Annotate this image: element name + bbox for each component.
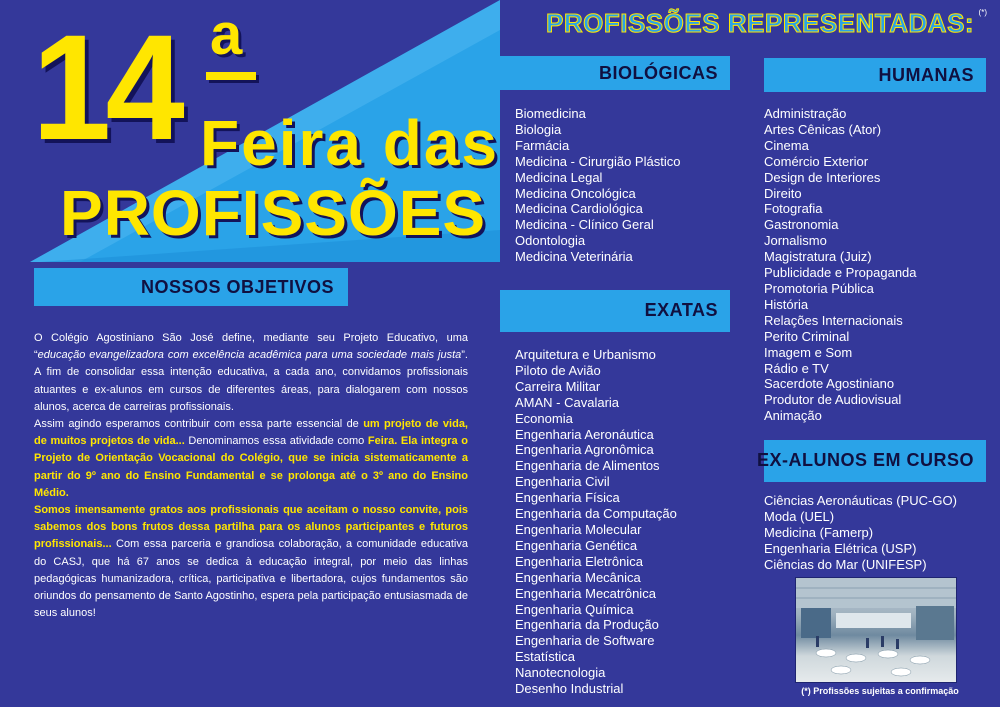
list-item: Engenharia de Software: [515, 633, 655, 649]
text-run-italic: educação evangelizadora com excelência acadêmica para uma sociedade mais justa: [37, 349, 462, 362]
ex-alunos-heading: EX-ALUNOS EM CURSO: [756, 450, 974, 470]
list-item: Engenharia da Produção: [515, 617, 659, 633]
humanas-heading: HUMANAS: [878, 65, 974, 85]
list-item: Engenharia Aeronáutica: [515, 426, 654, 442]
list-item: Engenharia Elétrica (USP): [764, 540, 917, 556]
list-item: Ciências do Mar (UNIFESP): [764, 556, 927, 572]
list-item: Cinema: [764, 137, 809, 153]
list-item: Arquitetura e Urbanismo: [515, 347, 656, 362]
list-item: Engenharia Eletrônica: [515, 553, 643, 569]
list-item: Engenharia Mecânica: [515, 569, 641, 585]
fair-photo-illustration: [796, 578, 956, 682]
text-run-highlight: Somos imensamente gratos aos profissionais que aceitam o nosso convite, pois sabemos dos bons frutos dessa partilha para os alunos participantes e futuros profissionais...: [34, 504, 468, 551]
list-item: Medicina Cardiológica: [515, 201, 643, 217]
list-item: Produtor de Audiovisual: [764, 392, 902, 408]
humanas-list: [764, 106, 917, 424]
list-item: Farmácia: [515, 137, 570, 153]
list-item: Promotoria Pública: [764, 280, 874, 296]
list-item: Medicina Veterinária: [515, 249, 633, 265]
section-header-ex-alunos: [756, 440, 986, 482]
text-run-highlight: um projeto de vida, de muitos projetos de vida...: [34, 418, 468, 448]
list-item: Relações Internacionais: [764, 312, 903, 328]
list-item: Carreira Militar: [515, 378, 601, 394]
objetivos-paragraph-1: [34, 330, 468, 416]
professions-heading-note: (*): [978, 8, 987, 17]
list-item: Comércio Exterior: [764, 153, 869, 169]
list-item: Medicina - Cirurgião Plástico: [515, 153, 681, 169]
list-item: Desenho Industrial: [515, 681, 624, 697]
list-item: Jornalismo: [764, 233, 827, 249]
ordinal-underline: [206, 72, 256, 80]
list-item: Engenharia Genética: [515, 537, 638, 553]
fair-photo: [795, 577, 957, 683]
list-item: Medicina (Famerp): [764, 524, 874, 540]
title-line2: PROFISSÕES: [60, 177, 487, 249]
objetivos-text: [34, 330, 468, 622]
list-item: História: [764, 296, 809, 312]
list-item: Ciências Aeronáuticas (PUC-GO): [764, 493, 957, 508]
list-item: Design de Interiores: [764, 169, 881, 185]
list-item: Medicina Oncológica: [515, 185, 636, 201]
title-ordinal: a: [210, 2, 243, 67]
list-item: Engenharia Mecatrônica: [515, 585, 656, 601]
list-item: Artes Cênicas (Ator): [764, 121, 882, 137]
list-item: Administração: [764, 106, 847, 121]
list-item: Economia: [515, 410, 573, 426]
list-item: Rádio e TV: [764, 360, 829, 376]
text-run: Com essa parceria e grandiosa colaboração, a comunidade educativa do CASJ, que há 67 anos se dedica à educação integral, por meio das linhas pedagógicas humanizadora, crítica, participativa e libertadora, cujos fundamentos são oriundos do pensamento de Santo Agostinho, espera pela participação entusiasmada de seus alunos!: [34, 538, 468, 620]
objetivos-heading: NOSSOS OBJETIVOS: [140, 277, 334, 297]
footnote: (*) Profissões sujeitas a confirmação: [801, 686, 959, 696]
title-line1: Feira das: [200, 107, 500, 179]
list-item: Engenharia da Computação: [515, 506, 677, 522]
title-number: 14: [32, 3, 180, 171]
list-item: Fotografia: [764, 201, 823, 217]
list-item: Engenharia Agronômica: [515, 442, 654, 458]
professions-heading-text: PROFISSÕES REPRESENTADAS:: [546, 8, 975, 38]
list-item: Animação: [764, 408, 822, 424]
list-item: Engenharia Física: [515, 490, 620, 506]
text-run: Assim agindo esperamos contribuir com essa parte essencial de: [34, 418, 364, 431]
list-item: AMAN - Cavalaria: [515, 394, 620, 410]
list-item: Magistratura (Juiz): [764, 249, 872, 265]
list-item: Medicina - Clínico Geral: [515, 217, 654, 233]
list-item: Engenharia de Alimentos: [515, 458, 660, 474]
text-run: Denominamos essa atividade como: [184, 435, 368, 448]
list-item: Nanotecnologia: [515, 665, 606, 681]
list-item: Moda (UEL): [764, 508, 835, 524]
text-run: ”. A fim de consolidar essa intenção educativa, a cada ano, convidamos profissionais atuantes e ex-alunos em cursos de diferentes áreas, para dialogarem com nossos alunos, acerca de carreiras profissionais.: [34, 349, 468, 413]
list-item: Imagem e Som: [764, 344, 853, 360]
list-item: Engenharia Química: [515, 601, 634, 617]
list-item: Perito Criminal: [764, 328, 850, 344]
objetivos-paragraph-2: [34, 416, 468, 502]
biologicas-list: [515, 106, 680, 265]
exatas-heading: EXATAS: [644, 300, 718, 320]
list-item: Piloto de Avião: [515, 362, 601, 378]
list-item: Gastronomia: [764, 217, 839, 233]
list-item: Medicina Legal: [515, 169, 603, 185]
list-item: Engenharia Civil: [515, 474, 610, 490]
list-item: Estatística: [515, 649, 575, 665]
list-item: Publicidade e Propaganda: [764, 265, 917, 281]
text-run: O Colégio Agostiniano São José define, mediante seu Projeto Educativo, uma “: [34, 332, 468, 362]
section-header-biologicas: [500, 56, 730, 90]
section-header-exatas: [500, 290, 730, 332]
text-run-highlight: Feira. Ela integra o Projeto de Orientação Vocacional do Colégio, que se inicia sistematicamente a partir do 9º ano do Ensino Fundamental e se prolonga até o 3º ano do Ensino Médio.: [34, 435, 469, 499]
ex-alunos-list: [764, 493, 957, 573]
professions-heading: [546, 8, 987, 39]
objetivos-paragraph-3: [34, 502, 468, 622]
event-title: [30, 0, 500, 262]
list-item: Biologia: [515, 121, 562, 137]
section-header-humanas: [764, 58, 986, 92]
biologicas-heading: BIOLÓGICAS: [598, 63, 718, 83]
exatas-list: [515, 347, 677, 697]
section-header-objetivos: [34, 268, 348, 306]
list-item: Sacerdote Agostiniano: [764, 376, 895, 392]
list-item: Odontologia: [515, 233, 586, 249]
list-item: Biomedicina: [515, 106, 586, 121]
list-item: Engenharia Molecular: [515, 521, 642, 537]
list-item: Direito: [764, 185, 802, 201]
